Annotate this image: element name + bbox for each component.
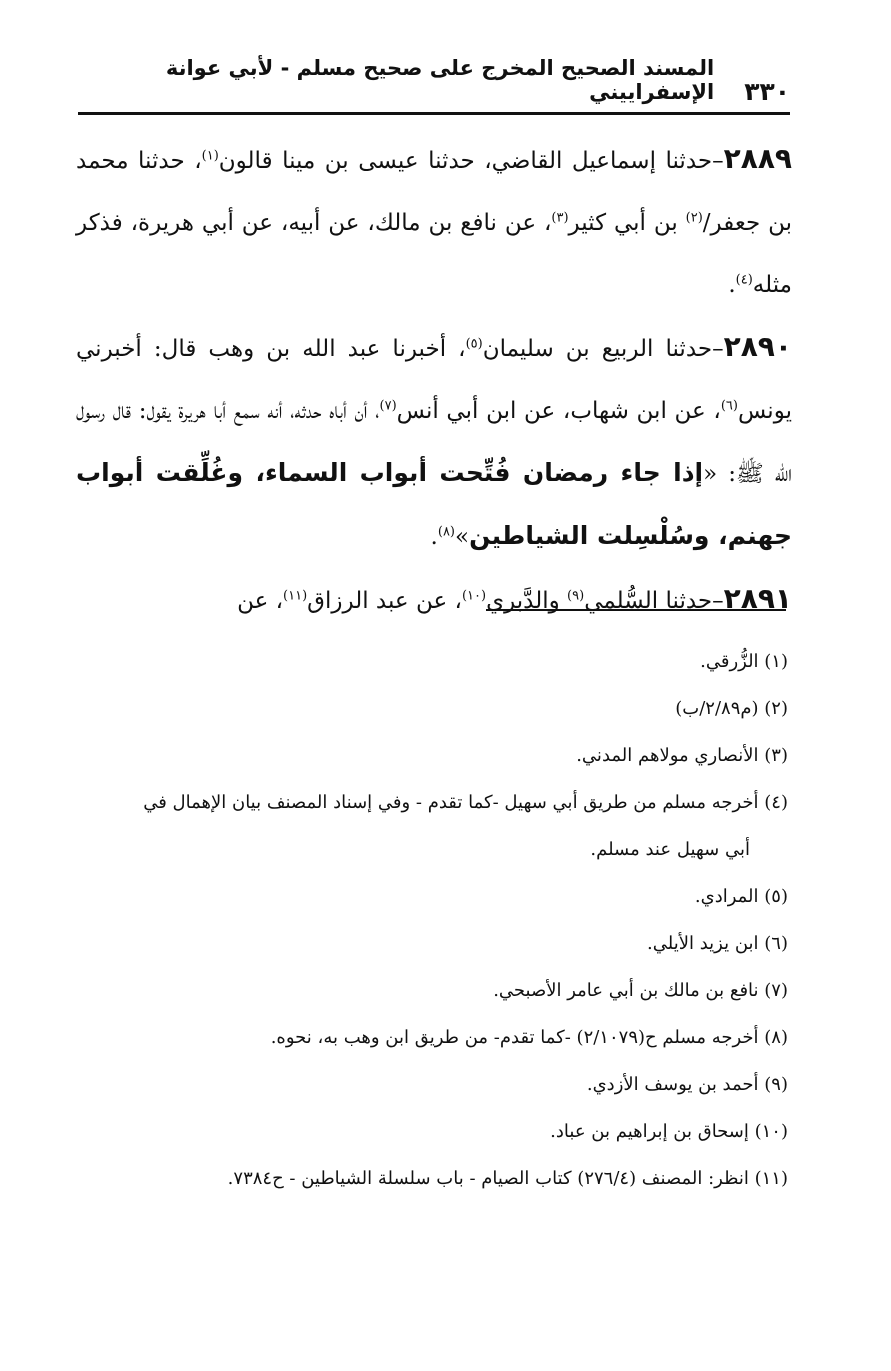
footnote-ref: (١١) (283, 588, 308, 604)
footnote-ref: (١) (201, 148, 219, 164)
footnote-ref: (٩) (567, 588, 585, 604)
page-header (78, 56, 790, 115)
hadith-number: ٢٨٩٠ (723, 330, 792, 363)
footnote: (٢) (م٢/٨٩/ب) (675, 698, 788, 719)
footnote: (١١) انظر: المصنف (٢٧٦/٤) كتاب الصيام - باب سلسلة الشياطين - ح٧٣٨٤. (227, 1168, 788, 1189)
footnote: (٣) الأنصاري مولاهم المدني. (576, 745, 788, 766)
hadith-text: –حدثنا السُّلمي (584, 588, 724, 614)
running-title: المسند الصحيح المخرج على صحيح مسلم - لأبي عوانة الإسفراييني (165, 56, 715, 104)
hadith-text: ، عن ابن شهاب، عن ابن أبي أنس (396, 398, 721, 424)
footnote-continuation: أبي سهيل عند مسلم. (590, 839, 750, 860)
footnote-ref: (١٠) (461, 588, 487, 604)
footnote-ref: (٥) (465, 336, 483, 352)
hadith-text: –حدثنا إسماعيل القاضي، حدثنا عيسى بن مينا قالون (218, 148, 724, 174)
hadith-text: والدَّبري (486, 588, 568, 614)
hadith-text: –حدثنا الربيع بن سليمان (482, 336, 724, 362)
footnote: (٧) نافع بن مالك بن أبي عامر الأصبحي. (493, 980, 788, 1001)
hadith-text: . (430, 524, 438, 550)
hadith-2891 (76, 568, 792, 632)
hadith-text: ، عن عبد الرزاق (307, 588, 462, 614)
footnote-separator (486, 609, 786, 611)
main-text (76, 128, 792, 632)
hadith-text: . (728, 272, 736, 298)
hadith-2890 (76, 316, 792, 568)
hadith-text: ، عن نافع بن مالك، عن أبيه، عن أبي هريرة، فذكر مثله (76, 210, 792, 298)
hadith-number: ٢٨٩١ (723, 582, 792, 615)
footnote-ref: (٢) (685, 210, 703, 226)
hadith-2889 (76, 128, 792, 316)
footnote-ref: (٦) (720, 398, 738, 414)
hadith-text: ، أخبرنا عبد الله بن وهب قال: أخبرني يونس (76, 336, 792, 424)
footnote: (١) الزُّرقي. (700, 651, 788, 672)
footnote (76, 779, 788, 873)
footnote: (٥) المرادي. (694, 886, 788, 907)
footnote: (٩) أحمد بن يوسف الأزدي. (586, 1074, 788, 1095)
footnote-ref: (٣) (551, 210, 569, 226)
hadith-number: ٢٨٨٩ (723, 142, 792, 175)
footnote: (٦) ابن يزيد الأيلي. (647, 933, 788, 954)
page-number: ٣٣٠ (744, 77, 790, 106)
footnote-ref: (٤) (735, 272, 753, 288)
footnotes (76, 638, 788, 1202)
hadith-text: ، أن أباه حدثه، أنه سمع أبا هريرة يقول: قال رسول الله ﷺ: « (76, 398, 792, 487)
footnote-text: (٤) أخرجه مسلم من طريق أبي سهيل -كما تقدم - وفي إسناد المصنف بيان الإهمال في (143, 792, 788, 813)
footnote-ref: (٧) (379, 398, 397, 414)
footnote: (٨) أخرجه مسلم ح(٢/١٠٧٩) -كما تقدم- من طريق ابن وهب به، نحوه. (270, 1027, 788, 1048)
footnote-ref: (٨) (437, 524, 455, 540)
hadith-text: بن أبي كثير (568, 210, 686, 236)
footnote: (١٠) إسحاق بن إبراهيم بن عباد. (550, 1121, 788, 1142)
hadith-text: » (455, 524, 470, 550)
prophetic-quote: إذا جاء رمضان فُتِّحت أبواب السماء، وغُلِّقت أبواب جهنم، وسُلْسِلت الشياطين (76, 458, 792, 550)
hadith-text: ، عن (237, 588, 284, 614)
hadith-text: ، حدثنا محمد بن جعفر/ (76, 148, 792, 236)
